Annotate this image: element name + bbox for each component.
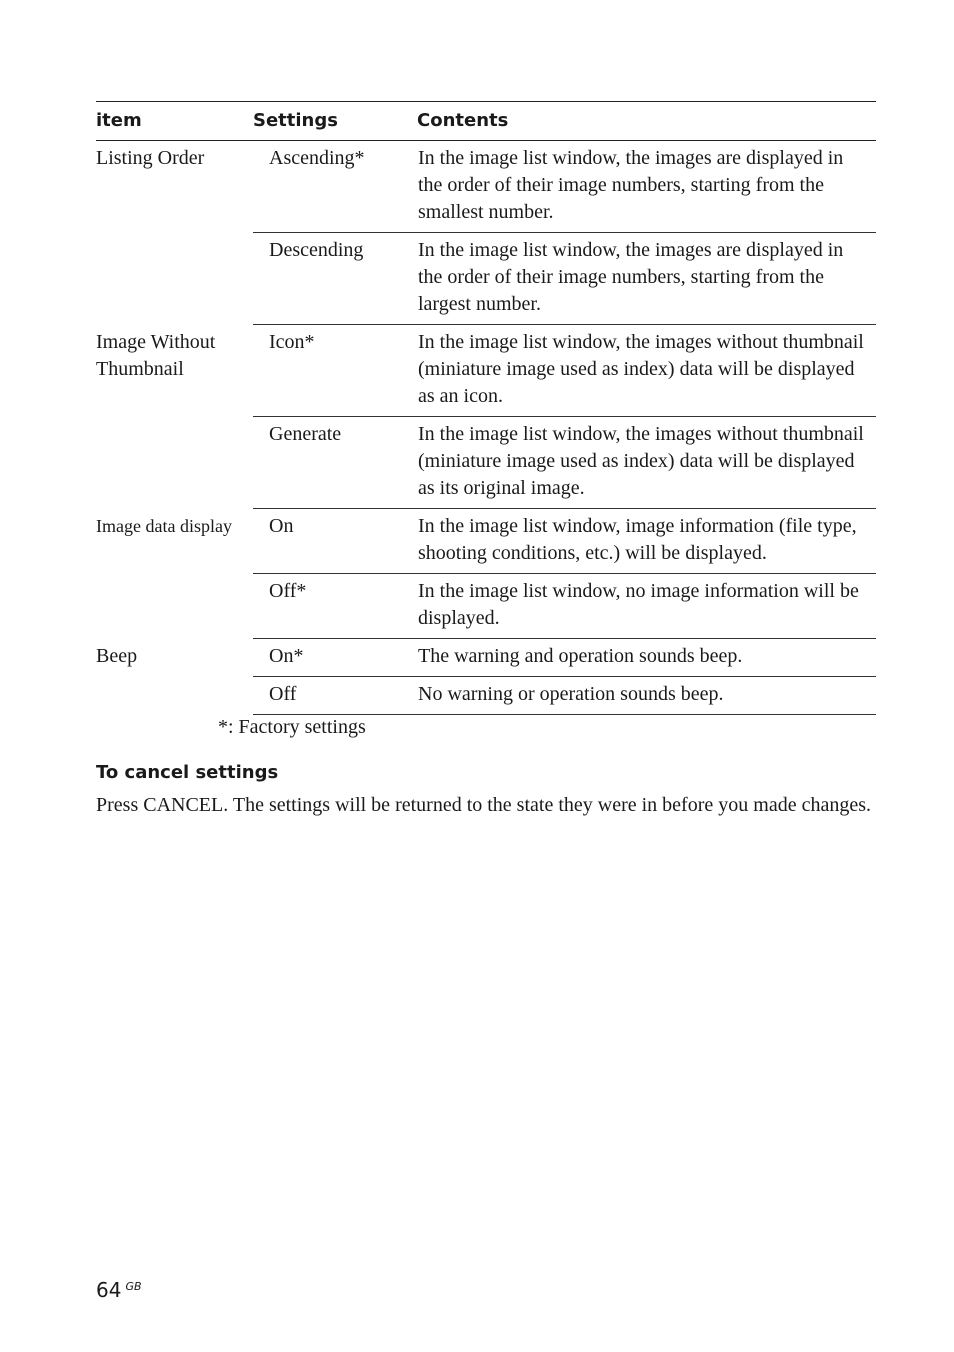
factory-settings-footnote: *: Factory settings: [218, 716, 366, 738]
content-cell: In the image list window, no image information will be displayed.: [417, 574, 876, 639]
content-cell: The warning and operation sounds beep.: [417, 639, 876, 677]
cancel-settings-heading: To cancel settings: [96, 762, 279, 783]
table-row: [96, 325, 876, 417]
setting-cell: Ascending*: [253, 141, 417, 233]
setting-cell: On*: [253, 639, 417, 677]
header-settings: Settings: [253, 102, 417, 141]
content-cell: In the image list window, the images without thumbnail (miniature image used as index) data will be displayed as an icon.: [417, 325, 876, 417]
header-item: item: [96, 102, 253, 141]
cancel-settings-body: Press CANCEL. The settings will be returned to the state they were in before you made changes.: [96, 794, 871, 816]
setting-cell: Off*: [253, 574, 417, 639]
setting-cell: Icon*: [253, 325, 417, 417]
setting-cell: Descending: [253, 233, 417, 325]
page-number-value: 64: [96, 1278, 122, 1302]
item-beep: Beep: [96, 644, 138, 667]
table-row: [96, 141, 876, 233]
settings-table: [96, 101, 876, 715]
setting-cell: On: [253, 509, 417, 574]
content-cell: In the image list window, the images are displayed in the order of their image numbers, starting from the largest number.: [417, 233, 876, 325]
content-cell: In the image list window, the images without thumbnail (miniature image used as index) data will be displayed as its original image.: [417, 417, 876, 509]
setting-cell: Generate: [253, 417, 417, 509]
table-row: [96, 509, 876, 574]
setting-cell: Off: [253, 677, 417, 715]
item-listing-order: Listing Order: [96, 147, 205, 169]
table-row: [96, 639, 876, 677]
content-cell: In the image list window, the images are displayed in the order of their image numbers, starting from the smallest number.: [417, 141, 876, 233]
item-image-data-display: Image data display: [96, 515, 232, 536]
page-number: [96, 1278, 142, 1302]
content-cell: In the image list window, image information (file type, shooting conditions, etc.) will be displayed.: [417, 509, 876, 574]
table-header: [96, 102, 876, 141]
content-cell: No warning or operation sounds beep.: [417, 677, 876, 715]
item-image-without-thumbnail: Image Without Thumbnail: [96, 330, 216, 380]
header-contents: Contents: [417, 102, 876, 141]
language-code: GB: [125, 1280, 142, 1293]
